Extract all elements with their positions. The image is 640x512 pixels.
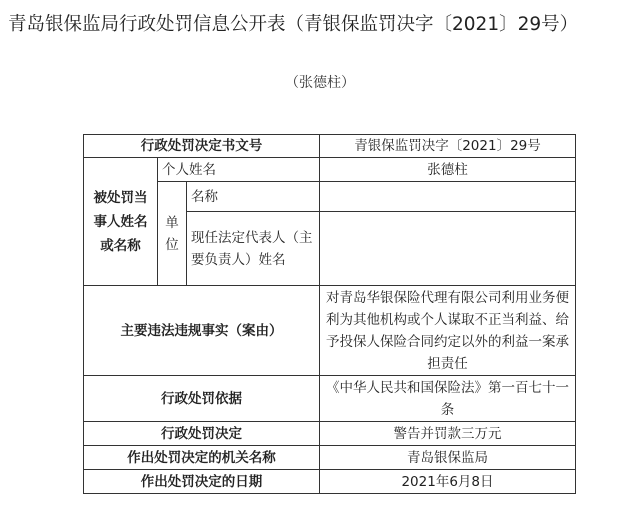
table-row bbox=[84, 135, 576, 158]
table-row bbox=[84, 470, 576, 494]
basis-label: 行政处罚依据 bbox=[84, 376, 320, 422]
facts-value: 对青岛华银保险代理有限公司利用业务便利为其他机构或个人谋取不正当利益、给予投保人保险合同约定以外的利益一案承担责任 bbox=[320, 286, 576, 376]
penalty-info-table bbox=[83, 134, 576, 494]
table-row bbox=[84, 158, 576, 182]
table-row bbox=[84, 376, 576, 422]
page-title: 青岛银保监局行政处罚信息公开表（青银保监罚决字〔2021〕29号） bbox=[8, 14, 579, 35]
doc-number-label: 行政处罚决定书文号 bbox=[84, 135, 320, 158]
authority-label: 作出处罚决定的机关名称 bbox=[84, 446, 320, 470]
unit-name-label: 名称 bbox=[187, 182, 320, 212]
table-row bbox=[84, 286, 576, 376]
doc-number-value: 青银保监罚决字〔2021〕29号 bbox=[320, 135, 576, 158]
unit-name-value bbox=[320, 182, 576, 212]
decision-label: 行政处罚决定 bbox=[84, 422, 320, 446]
table-row bbox=[84, 182, 576, 212]
legal-rep-label: 现任法定代表人（主要负责人）姓名 bbox=[187, 212, 320, 286]
person-name-value: 张德柱 bbox=[320, 158, 576, 182]
person-name-label: 个人姓名 bbox=[158, 158, 320, 182]
date-value: 2021年6月8日 bbox=[320, 470, 576, 494]
table-row bbox=[84, 422, 576, 446]
authority-value: 青岛银保监局 bbox=[320, 446, 576, 470]
table-row bbox=[84, 446, 576, 470]
decision-value: 警告并罚款三万元 bbox=[320, 422, 576, 446]
basis-value: 《中华人民共和国保险法》第一百七十一条 bbox=[320, 376, 576, 422]
legal-rep-value bbox=[320, 212, 576, 286]
date-label: 作出处罚决定的日期 bbox=[84, 470, 320, 494]
party-label: 被处罚当事人姓名或名称 bbox=[84, 158, 158, 286]
page-subtitle: （张德柱） bbox=[285, 75, 355, 91]
unit-label: 单位 bbox=[158, 182, 187, 286]
facts-label: 主要违法违规事实（案由） bbox=[84, 286, 320, 376]
